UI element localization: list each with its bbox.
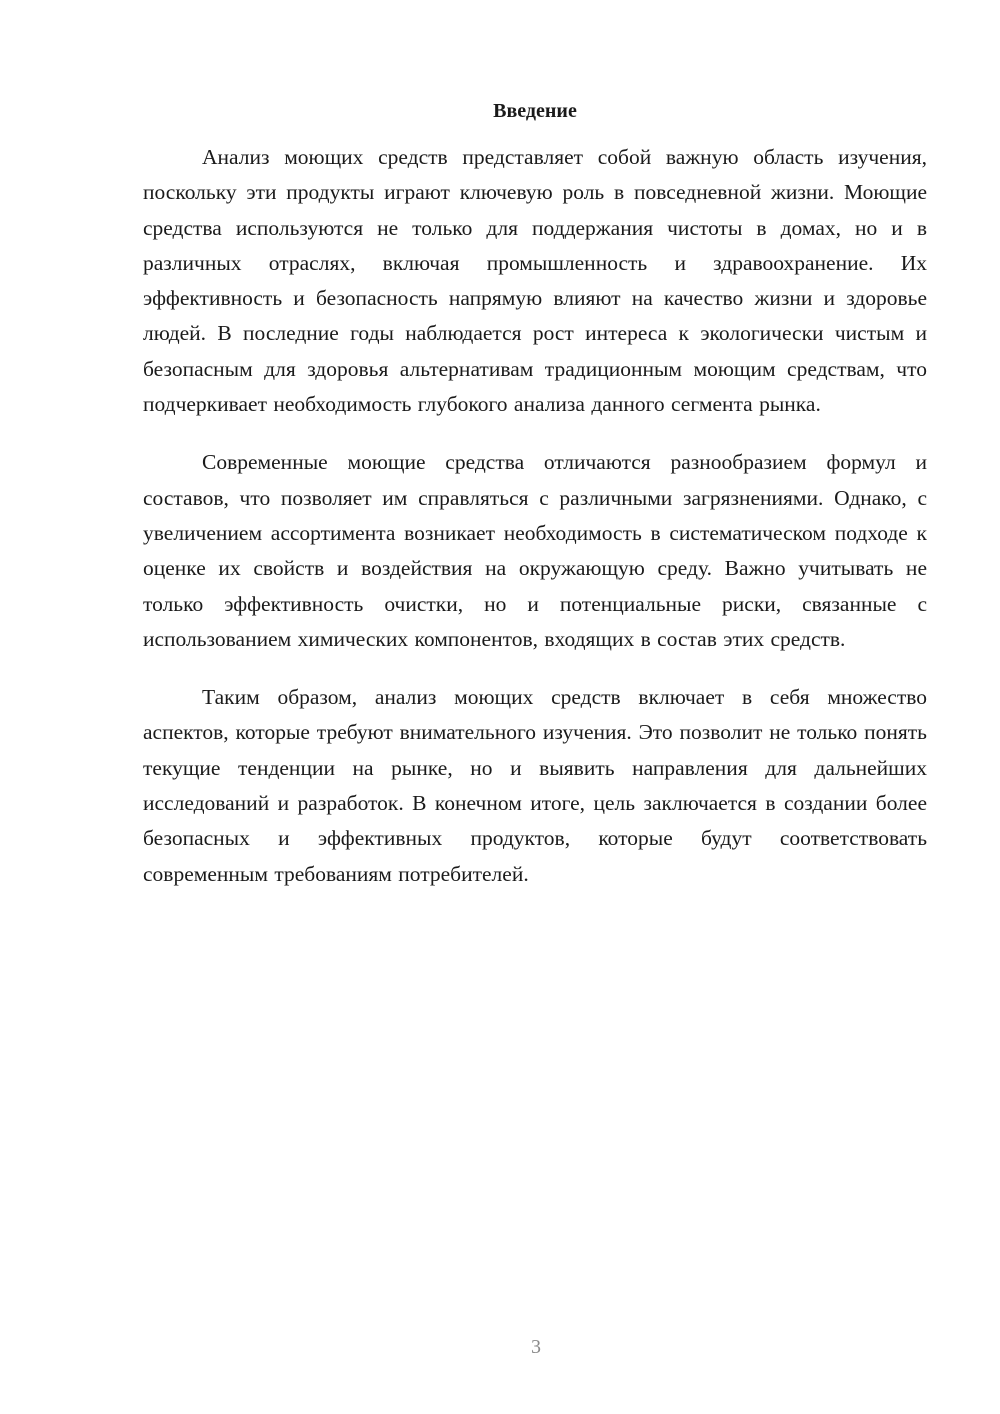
paragraph-2: Современные моющие средства отличаются разнообразием формул и составов, что позволяет им справляться с различными загрязнениями. Однако, с увеличением ассортимента возникает необходимость в систематическом подходе к оценке их свойств и воздействия на окружающую среду. Важно учитывать не только эффективность очистки, но и потенциальные риски, связанные с использованием химических компонентов, входящих в состав этих средств. <box>143 450 927 651</box>
section-title: Введение <box>493 100 577 122</box>
paragraph-1: Анализ моющих средств представляет собой важную область изучения, поскольку эти продукты играют ключевую роль в повседневной жизни. Моющие средства используются не только для поддержания чистоты в домах, но и в различных отраслях, включая промышленность и здравоохранение. Их эффективность и безопасность напрямую влияют на качество жизни и здоровье людей. В последние годы наблюдается рост интереса к экологически чистым и безопасным для здоровья альтернативам традиционным моющим средствам, что подчеркивает необходимость глубокого анализа данного сегмента рынка. <box>143 145 927 417</box>
page-content <box>143 94 927 915</box>
page-number: 3 <box>531 1336 541 1358</box>
paragraph-3: Таким образом, анализ моющих средств включает в себя множество аспектов, которые требуют внимательного изучения. Это позволит не только понять текущие тенденции на рынке, но и выявить направления для дальнейших исследований и разработок. В конечном итоге, цель заключается в создании более безопасных и эффективных продуктов, которые будут соответствовать современным требованиям потребителей. <box>143 685 927 886</box>
